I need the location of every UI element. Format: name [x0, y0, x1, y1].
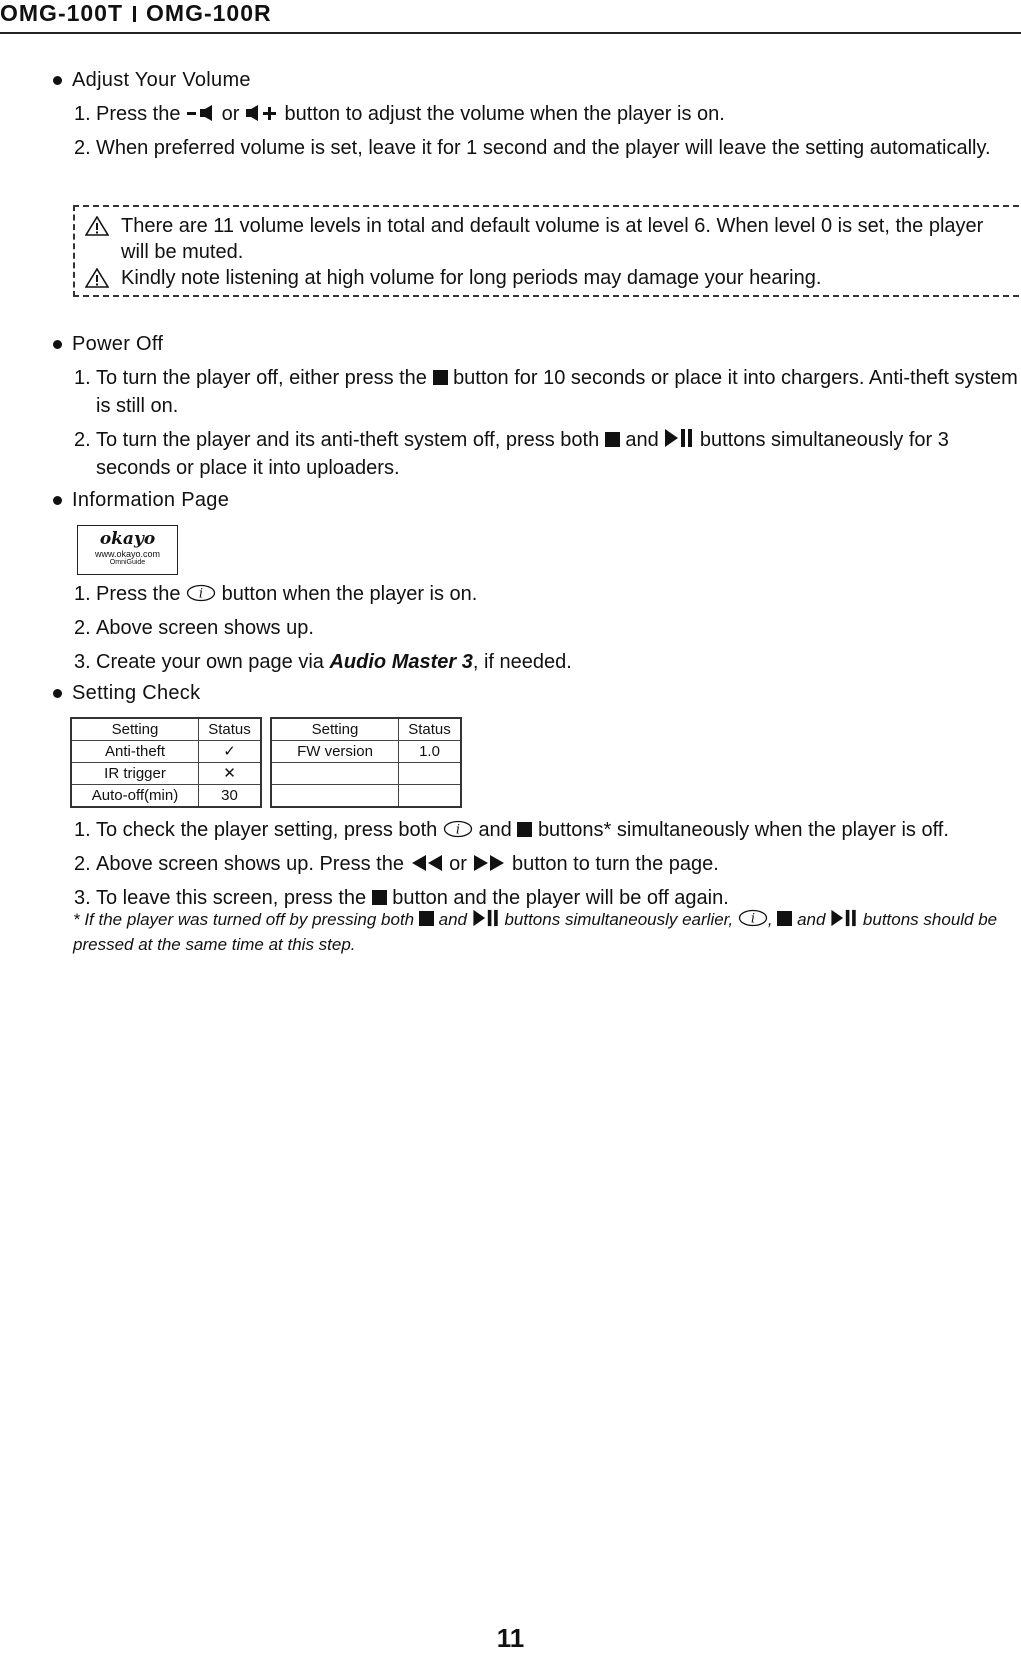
- table-row: [271, 785, 461, 808]
- list-item: 2. When preferred volume is set, leave it for 1 second and the player will leave the setting automatically.: [74, 137, 991, 159]
- caution-note: There are 11 volume levels in total and default volume is at level 6. When level 0 is set, the player will be muted.: [85, 213, 1013, 265]
- bullet-icon: [53, 496, 62, 505]
- setting-table-page-1: [70, 717, 262, 808]
- footnote: * If the player was turned off by pressing both and buttons simultaneously earlier, i , and buttons should be pressed at the same time at this step.: [73, 910, 998, 954]
- fast-forward-icon: [472, 854, 506, 872]
- stop-button-icon: [777, 911, 792, 926]
- volume-steps: [52, 100, 1020, 162]
- logo-url: www.okayo.com: [94, 549, 161, 559]
- power-steps: [52, 364, 1020, 482]
- play-pause-icon: [830, 909, 858, 927]
- volume-down-icon: [186, 104, 216, 122]
- warning-icon: [85, 268, 109, 295]
- bullet-icon: [53, 340, 62, 349]
- stop-button-icon: [517, 822, 532, 837]
- section-volume: [52, 66, 1020, 168]
- table-header-row: Setting Status: [271, 718, 461, 741]
- table-row: [271, 763, 461, 785]
- setting-steps-section: [52, 816, 1020, 918]
- section-information-page: [52, 486, 1020, 520]
- section-power-off: [52, 330, 1020, 488]
- model-name-left: OMG-100T: [0, 0, 124, 26]
- stop-button-icon: [605, 432, 620, 447]
- bullet-icon: [53, 689, 62, 698]
- logo-subtitle: OmniGuide: [109, 559, 146, 566]
- page-header: [0, 0, 1021, 34]
- section-setting-check: [52, 679, 1020, 713]
- list-item: 1. To check the player setting, press both i and buttons* simultaneously when the player is off.: [74, 819, 949, 841]
- model-name-right: OMG-100R: [146, 0, 272, 26]
- information-screen-preview: [77, 525, 178, 575]
- section-heading: Information Page: [52, 486, 1020, 514]
- table-row: Auto-off(min) 30: [71, 785, 261, 808]
- bullet-icon: [53, 76, 62, 85]
- list-item: 1. Press the or button to adjust the volume when the player is on.: [74, 103, 725, 125]
- table-header-row: Setting Status: [71, 718, 261, 741]
- svg-text:i: i: [750, 911, 755, 927]
- page-number: 11: [496, 1623, 525, 1653]
- information-steps-section: [52, 580, 1020, 682]
- info-button-icon: [443, 820, 473, 838]
- info-button-icon: [738, 909, 768, 927]
- list-item: 1. Press the i button when the player is on.: [74, 583, 478, 605]
- play-pause-icon: [472, 909, 500, 927]
- section-heading: Adjust Your Volume: [52, 66, 1020, 94]
- table-row: FW version 1.0: [271, 741, 461, 763]
- table-row: IR trigger ✕: [71, 763, 261, 785]
- list-item: 2. Above screen shows up.: [74, 617, 314, 639]
- svg-text:i: i: [455, 822, 460, 838]
- play-pause-icon: [664, 428, 694, 448]
- list-item: 3. Create your own page via Audio Master 3, if needed.: [74, 651, 572, 673]
- setting-steps: [52, 816, 1020, 912]
- list-item: 2. Above screen shows up. Press the or button to turn the page.: [74, 853, 719, 875]
- section-heading: Setting Check: [52, 679, 1020, 707]
- list-item: 2. To turn the player and its anti-theft system off, press both and buttons simultaneously for 3 seconds or place it into uploaders.: [74, 429, 949, 479]
- information-steps: [52, 580, 1020, 676]
- table-row: Anti-theft ✓: [71, 741, 261, 763]
- stop-button-icon: [433, 370, 448, 385]
- software-name: Audio Master 3: [329, 651, 473, 673]
- stop-button-icon: [372, 890, 387, 905]
- section-heading: Power Off: [52, 330, 1020, 358]
- caution-box: [73, 205, 1019, 297]
- svg-text:i: i: [198, 586, 204, 602]
- warning-icon: [85, 216, 109, 243]
- rewind-icon: [410, 854, 444, 872]
- list-item: 3. To leave this screen, press the button and the player will be off again.: [74, 887, 729, 909]
- list-item: 1. To turn the player off, either press the button for 10 seconds or place it into chargers. Anti-theft system is still on.: [74, 367, 1018, 417]
- header-separator: [133, 6, 136, 22]
- info-button-icon: [186, 584, 216, 602]
- volume-up-icon: [245, 104, 279, 122]
- setting-table-page-2: [270, 717, 462, 808]
- stop-button-icon: [419, 911, 434, 926]
- caution-note: Kindly note listening at high volume for long periods may damage your hearing.: [85, 265, 1013, 291]
- okayo-logo: okayo: [99, 529, 156, 549]
